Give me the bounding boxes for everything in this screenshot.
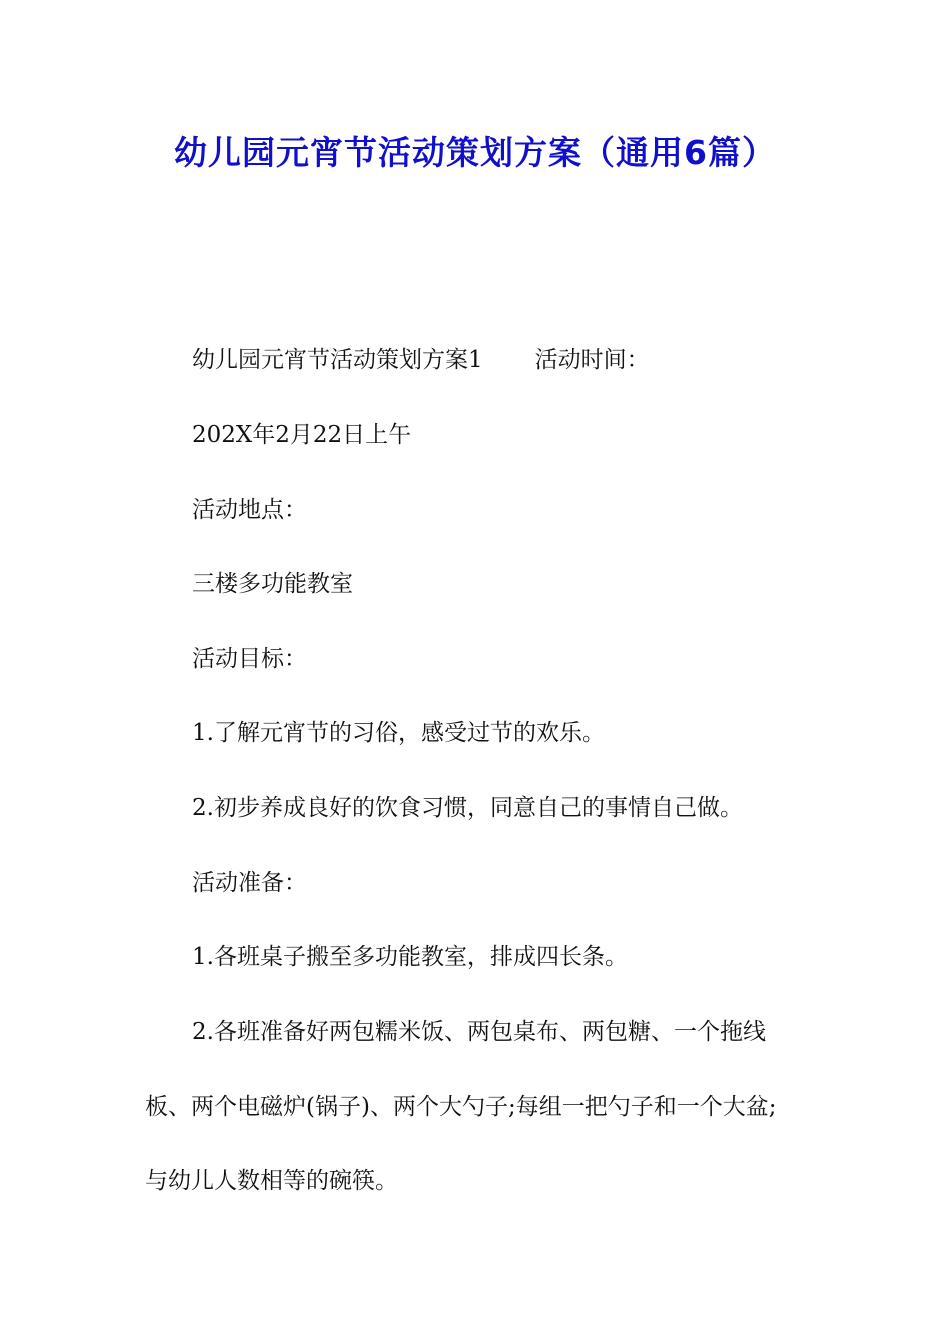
paragraph-plan-heading — [192, 343, 650, 377]
paragraph-preparation-label: 活动准备： — [192, 870, 307, 896]
paragraph-goal-1: 1.了解元宵节的习俗，感受过节的欢乐。 — [192, 720, 605, 746]
paragraph-location-label: 活动地点： — [192, 497, 307, 523]
paragraph-preparation-1: 1.各班桌子搬至多功能教室，排成四长条。 — [192, 944, 628, 970]
paragraph-preparation-2-line1: 2.各班准备好两包糯米饭、两包桌布、两包糖、一个拖线 — [192, 1019, 766, 1045]
paragraph-goal-2: 2.初步养成良好的饮食习惯，同意自己的事情自己做。 — [192, 795, 743, 821]
paragraph-goals-label: 活动目标： — [192, 646, 307, 672]
paragraph-location: 三楼多功能教室 — [192, 571, 353, 597]
paragraph-preparation-2-line2: 板、两个电磁炉(锅子)、两个大勺子;每组一把勺子和一个大盆; — [145, 1094, 777, 1120]
paragraph-activity-date: 202X年2月22日上午 — [192, 422, 412, 448]
plan-heading-text: 幼儿园元宵节活动策划方案1 — [192, 347, 483, 373]
paragraph-preparation-2-line3: 与幼儿人数相等的碗筷。 — [145, 1168, 398, 1194]
document-title: 幼儿园元宵节活动策划方案（通用6篇） — [174, 133, 776, 172]
activity-time-label: 活动时间： — [534, 347, 650, 373]
